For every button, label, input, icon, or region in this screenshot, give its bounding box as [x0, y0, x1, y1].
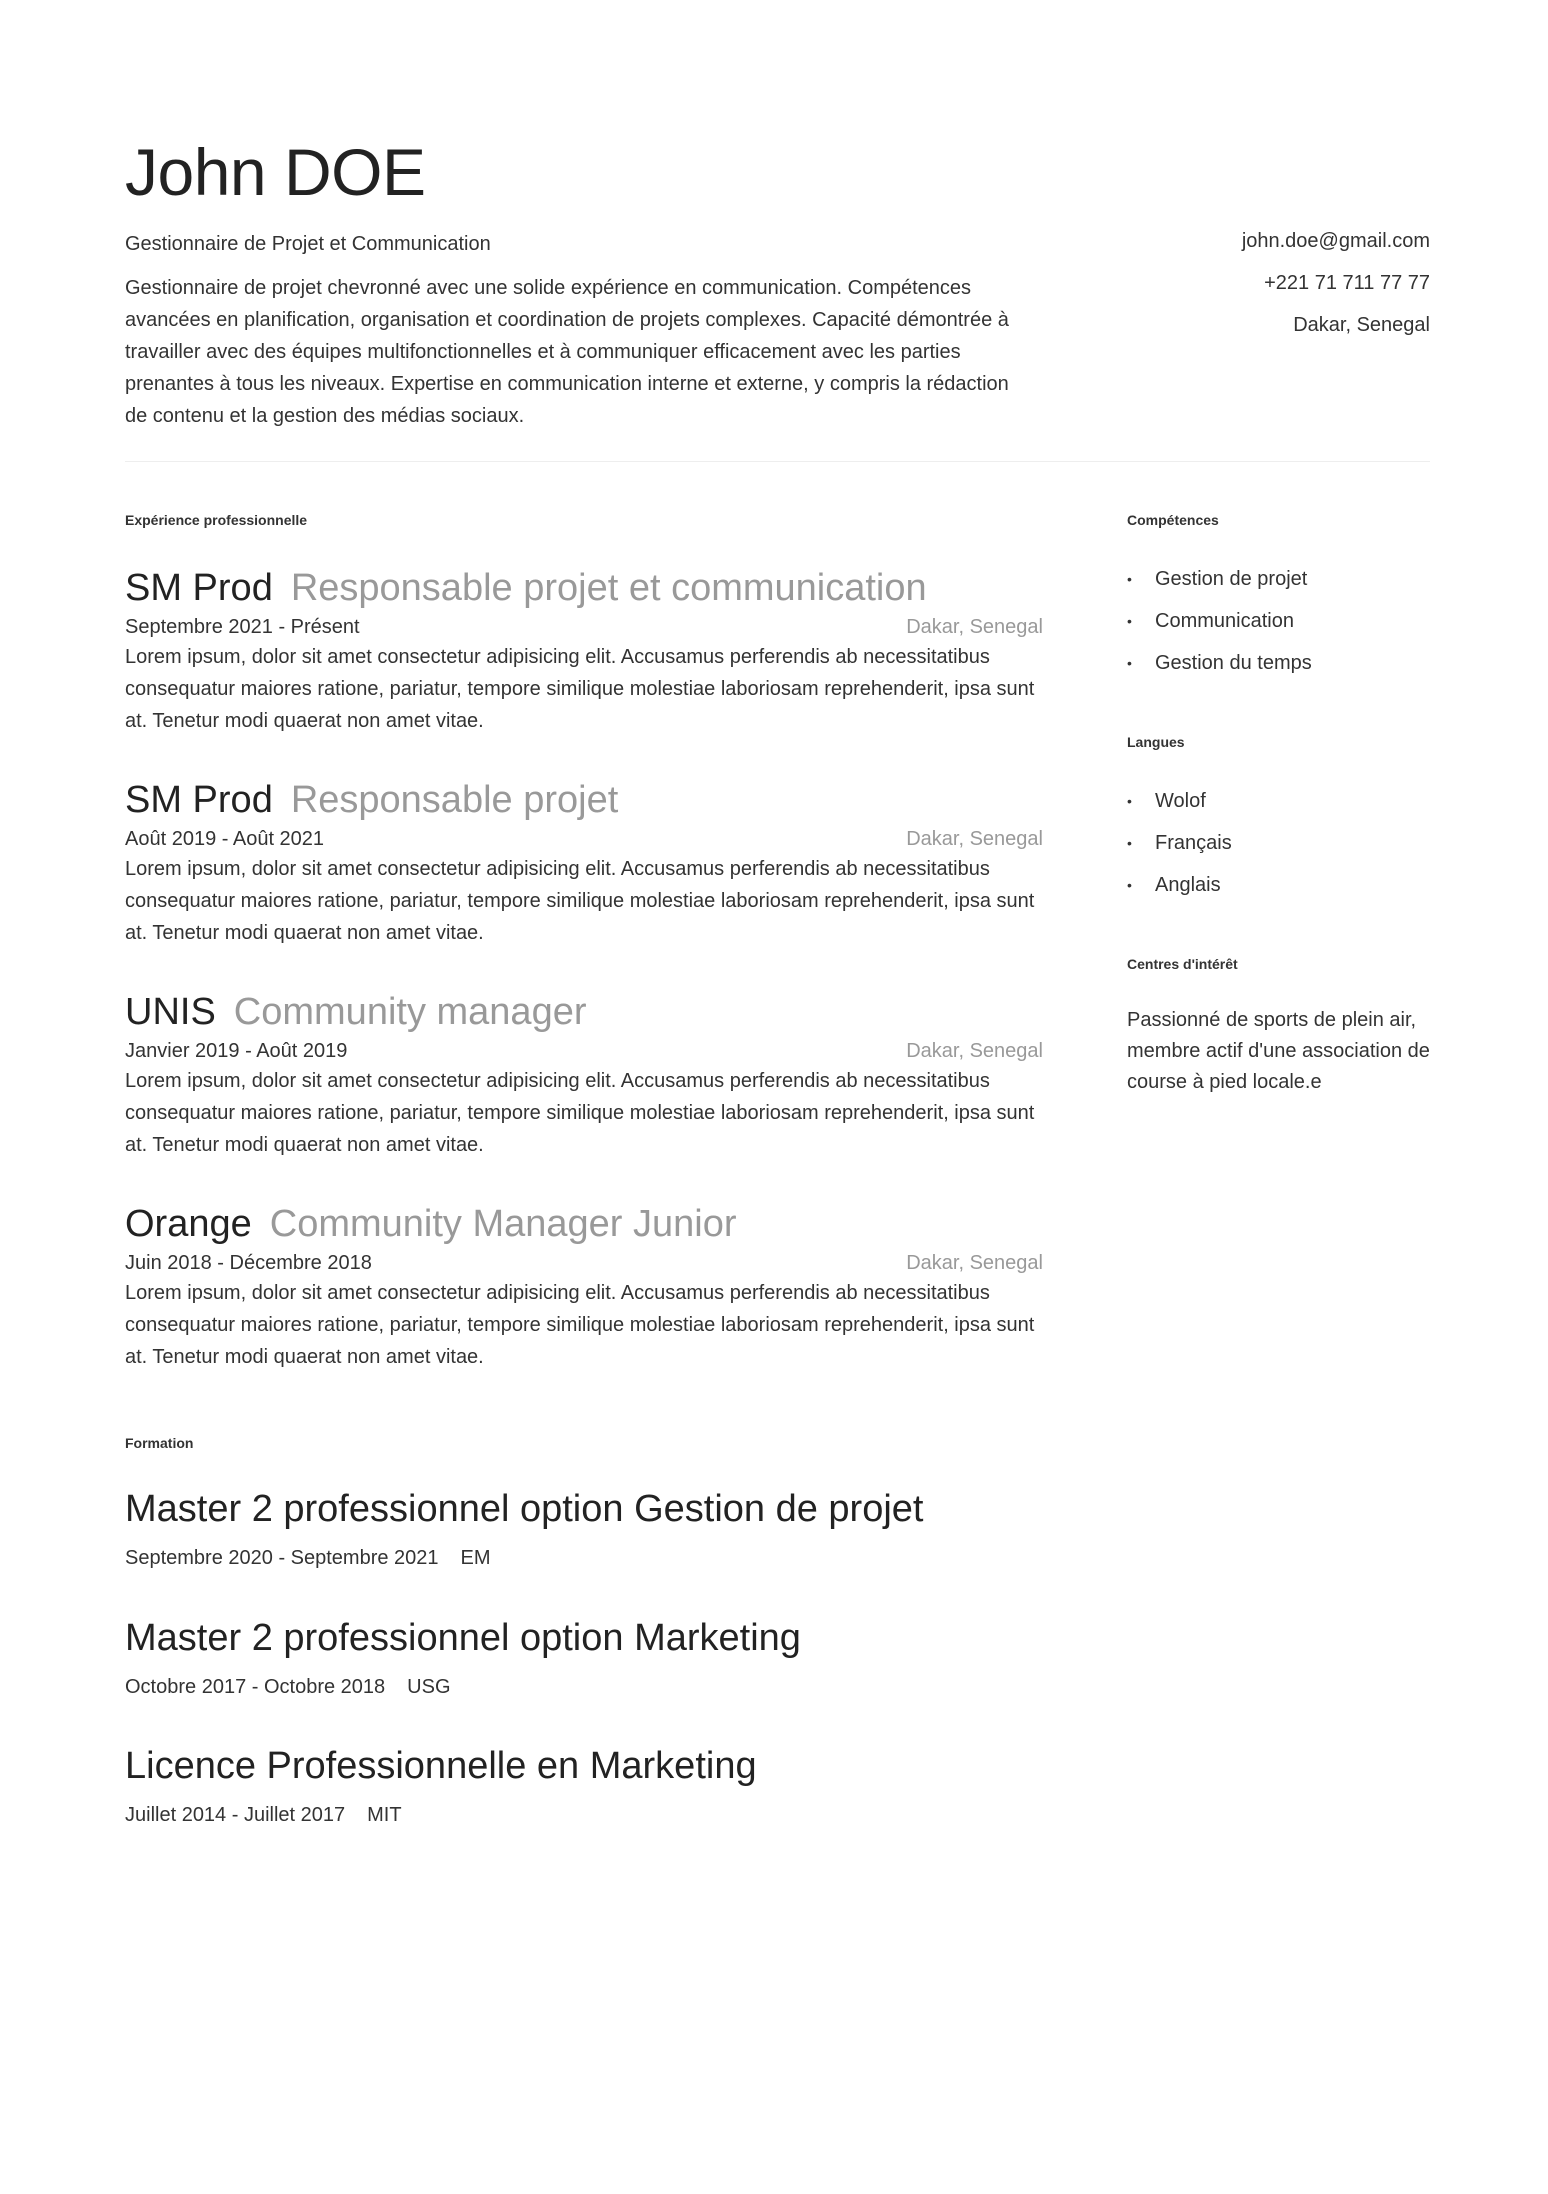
bullet-icon: • [1127, 835, 1132, 851]
job-heading [125, 1201, 1043, 1247]
person-name: John DOE [125, 135, 426, 209]
job-meta [125, 825, 1043, 853]
education-degree: Master 2 professionnel option Gestion de projet [125, 1488, 924, 1530]
job-role: Community manager [233, 991, 587, 1033]
job-heading [125, 989, 1043, 1035]
skills-section-title: Compétences [1127, 512, 1219, 528]
job-company: UNIS [125, 991, 216, 1033]
job-meta [125, 613, 1043, 641]
education-dates: Septembre 2020 - Septembre 2021 [125, 1547, 439, 1569]
job-entry [125, 1201, 1043, 1373]
job-dates: Janvier 2019 - Août 2019 [125, 1040, 348, 1062]
skill-label: Gestion du temps [1155, 652, 1312, 674]
job-meta [125, 1037, 1043, 1065]
job-location: Dakar, Senegal [906, 1252, 1043, 1274]
education-meta [125, 1673, 1043, 1701]
education-school: USG [407, 1676, 451, 1698]
job-location: Dakar, Senegal [906, 1040, 1043, 1062]
bullet-icon: • [1127, 571, 1132, 587]
education-entry [125, 1486, 1043, 1572]
job-dates: Juin 2018 - Décembre 2018 [125, 1252, 372, 1274]
education-school: MIT [367, 1804, 402, 1826]
job-location: Dakar, Senegal [906, 828, 1043, 850]
interests-section [1127, 955, 1430, 1098]
skill-label: Gestion de projet [1155, 568, 1308, 590]
job-dates: Août 2019 - Août 2021 [125, 828, 325, 850]
education-meta [125, 1801, 1043, 1829]
education-dates: Juillet 2014 - Juillet 2017 [125, 1804, 346, 1826]
interests-section-title: Centres d'intérêt [1127, 956, 1238, 972]
education-entry [125, 1615, 1043, 1701]
education-section-title: Formation [125, 1435, 194, 1451]
profile-summary: Gestionnaire de projet chevronné avec une solide expérience en communication. Compétences avancées en planification, organisation et coordination de projets complexes. Capacité démontrée à travailler avec des équipes multifonctionnelles et à communiquer efficacement avec les parties prenantes à tous les niveaux. Expertise en communication interne et externe, y compris la rédaction de contenu et la gestion des médias sociaux. [125, 277, 1009, 427]
interests-text: Passionné de sports de plein air, membre actif d'une association de course à pied locale.e [1127, 1009, 1430, 1093]
location-text: Dakar, Senegal [1293, 314, 1430, 336]
education-school: EM [460, 1547, 491, 1569]
job-description: Lorem ipsum, dolor sit amet consectetur adipisicing elit. Accusamus perferendis ab necessitatibus consequatur maiores ratione, pariatur, tempore similique molestiae laboriosam reprehenderit, ipsa sunt at. Tenetur modi quaerat non amet vitae. [125, 646, 1035, 732]
job-description: Lorem ipsum, dolor sit amet consectetur adipisicing elit. Accusamus perferendis ab necessitatibus consequatur maiores ratione, pariatur, tempore similique molestiae laboriosam reprehenderit, ipsa sunt at. Tenetur modi quaerat non amet vitae. [125, 1070, 1035, 1156]
list-item [1127, 642, 1430, 684]
list-item [1127, 780, 1430, 822]
phone-text: +221 71 711 77 77 [1264, 272, 1430, 294]
contact-block [1242, 220, 1430, 346]
job-role: Responsable projet et communication [290, 567, 927, 609]
list-item [1127, 558, 1430, 600]
job-location: Dakar, Senegal [906, 616, 1043, 638]
job-heading [125, 777, 1043, 823]
job-entry [125, 565, 1043, 737]
skills-list [1127, 558, 1430, 684]
job-company: Orange [125, 1203, 252, 1245]
list-item [1127, 864, 1430, 906]
job-heading [125, 565, 1043, 611]
job-role: Responsable projet [290, 779, 619, 821]
language-label: Anglais [1155, 874, 1221, 896]
skills-section [1127, 511, 1430, 684]
bullet-icon: • [1127, 877, 1132, 893]
job-entry [125, 777, 1043, 949]
language-label: Français [1155, 832, 1232, 854]
education-degree: Master 2 professionnel option Marketing [125, 1617, 801, 1659]
header-divider [125, 461, 1430, 462]
job-dates: Septembre 2021 - Présent [125, 616, 360, 638]
bullet-icon: • [1127, 655, 1132, 671]
job-company: SM Prod [125, 779, 273, 821]
headline: Gestionnaire de Projet et Communication [125, 233, 491, 255]
languages-section [1127, 733, 1430, 906]
job-meta [125, 1249, 1043, 1277]
job-role: Community Manager Junior [269, 1203, 737, 1245]
list-item [1127, 822, 1430, 864]
languages-list [1127, 780, 1430, 906]
skill-label: Communication [1155, 610, 1294, 632]
bullet-icon: • [1127, 793, 1132, 809]
job-description: Lorem ipsum, dolor sit amet consectetur adipisicing elit. Accusamus perferendis ab necessitatibus consequatur maiores ratione, pariatur, tempore similique molestiae laboriosam reprehenderit, ipsa sunt at. Tenetur modi quaerat non amet vitae. [125, 858, 1035, 944]
job-description: Lorem ipsum, dolor sit amet consectetur adipisicing elit. Accusamus perferendis ab necessitatibus consequatur maiores ratione, pariatur, tempore similique molestiae laboriosam reprehenderit, ipsa sunt at. Tenetur modi quaerat non amet vitae. [125, 1282, 1035, 1368]
job-entry [125, 989, 1043, 1161]
job-company: SM Prod [125, 567, 273, 609]
education-meta [125, 1544, 1043, 1572]
education-entry [125, 1743, 1043, 1829]
languages-section-title: Langues [1127, 734, 1185, 750]
education-degree: Licence Professionnelle en Marketing [125, 1745, 757, 1787]
education-dates: Octobre 2017 - Octobre 2018 [125, 1676, 386, 1698]
email-text: john.doe@gmail.com [1241, 230, 1430, 252]
language-label: Wolof [1155, 790, 1206, 812]
experience-section-title: Expérience professionnelle [125, 512, 308, 528]
resume-page [125, 0, 1430, 2194]
bullet-icon: • [1127, 613, 1132, 629]
list-item [1127, 600, 1430, 642]
